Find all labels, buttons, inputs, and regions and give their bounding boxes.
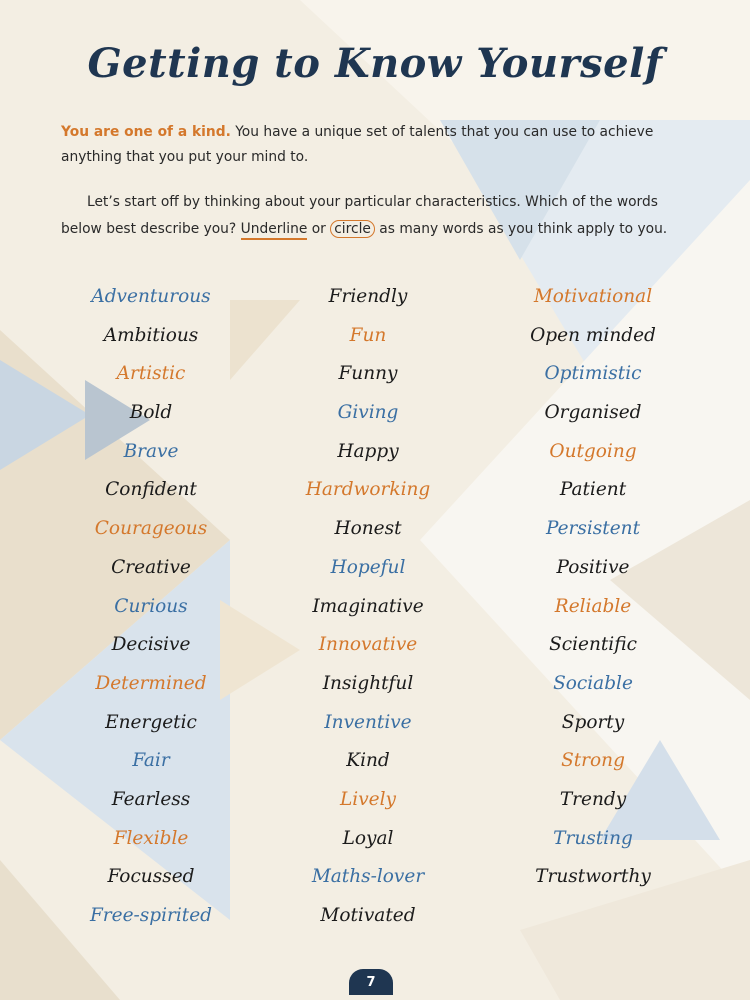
word-item[interactable]: Focussed [107,866,195,888]
intro-paragraph [61,120,691,170]
word-item[interactable]: Fair [132,750,170,772]
word-item[interactable]: Positive [556,556,630,578]
word-item[interactable]: Motivational [533,286,653,307]
word-item[interactable]: Flexible [113,827,189,849]
word-item[interactable]: Happy [337,440,399,462]
word-item[interactable]: Kind [346,750,390,772]
word-item[interactable]: Honest [334,518,402,540]
word-item[interactable]: Fearless [111,788,191,810]
word-item[interactable]: Curious [114,595,188,617]
instructions-text-1: Let’s start off by thinking about your particular characteristics. Which of the words below best describe you? [61,194,658,237]
word-item[interactable]: Giving [337,402,399,424]
word-item[interactable]: Creative [111,556,191,578]
word-item[interactable]: Reliable [554,595,632,617]
word-item[interactable]: Ambitious [103,324,199,346]
word-item[interactable]: Organised [544,402,642,424]
word-item[interactable]: Brave [123,440,179,462]
word-item[interactable]: Free-spirited [89,905,213,926]
word-item[interactable]: Sociable [553,672,633,694]
intro-lead: You are one of a kind. [61,124,231,140]
word-column-3 [488,282,698,901]
word-item[interactable]: Trusting [553,827,633,849]
word-item[interactable]: Hopeful [330,556,406,578]
instructions-or: or [307,221,331,237]
word-item[interactable]: Energetic [105,711,197,733]
instructions-paragraph [61,189,691,243]
word-item[interactable]: Bold [129,402,173,424]
word-item[interactable]: Sporty [561,711,625,733]
word-item[interactable]: Confident [105,479,197,501]
word-column-1 [46,282,256,940]
page-number: 7 [349,969,393,995]
underline-example: Underline [241,221,308,240]
instructions-text-2: as many words as you think apply to you. [374,221,668,237]
word-item[interactable]: Motivated [320,905,416,926]
word-item[interactable]: Persistent [545,518,641,540]
word-item[interactable]: Lively [340,788,396,810]
word-item[interactable]: Trendy [559,788,627,810]
word-item[interactable]: Open minded [530,324,656,346]
word-item[interactable]: Trustworthy [535,866,651,888]
word-item[interactable]: Scientific [549,634,637,656]
word-item[interactable]: Patient [559,479,627,501]
word-item[interactable]: Hardworking [305,479,431,501]
word-item[interactable]: Adventurous [91,286,211,307]
intro-text: You have a unique set of talents that you can use to achieve anything that you put your mind to. [61,124,654,165]
word-item[interactable]: Outgoing [549,440,637,462]
word-item[interactable]: Courageous [94,518,208,540]
word-item[interactable]: Artistic [116,363,186,385]
page-title: Getting to Know Yourself [87,40,663,87]
word-item[interactable]: Maths-lover [311,866,425,888]
word-item[interactable]: Funny [338,363,398,385]
word-item[interactable]: Imaginative [312,595,424,617]
word-item[interactable]: Inventive [324,711,412,733]
word-column-2 [263,282,473,940]
circle-example: circle [330,220,375,238]
word-item[interactable]: Fun [349,324,387,346]
word-item[interactable]: Friendly [328,286,408,307]
word-item[interactable]: Optimistic [544,363,642,385]
word-item[interactable]: Insightful [322,672,414,694]
word-item[interactable]: Innovative [318,634,418,656]
word-item[interactable]: Strong [561,750,625,772]
word-item[interactable]: Determined [95,672,207,694]
word-item[interactable]: Decisive [111,634,191,656]
word-item[interactable]: Loyal [342,827,394,849]
